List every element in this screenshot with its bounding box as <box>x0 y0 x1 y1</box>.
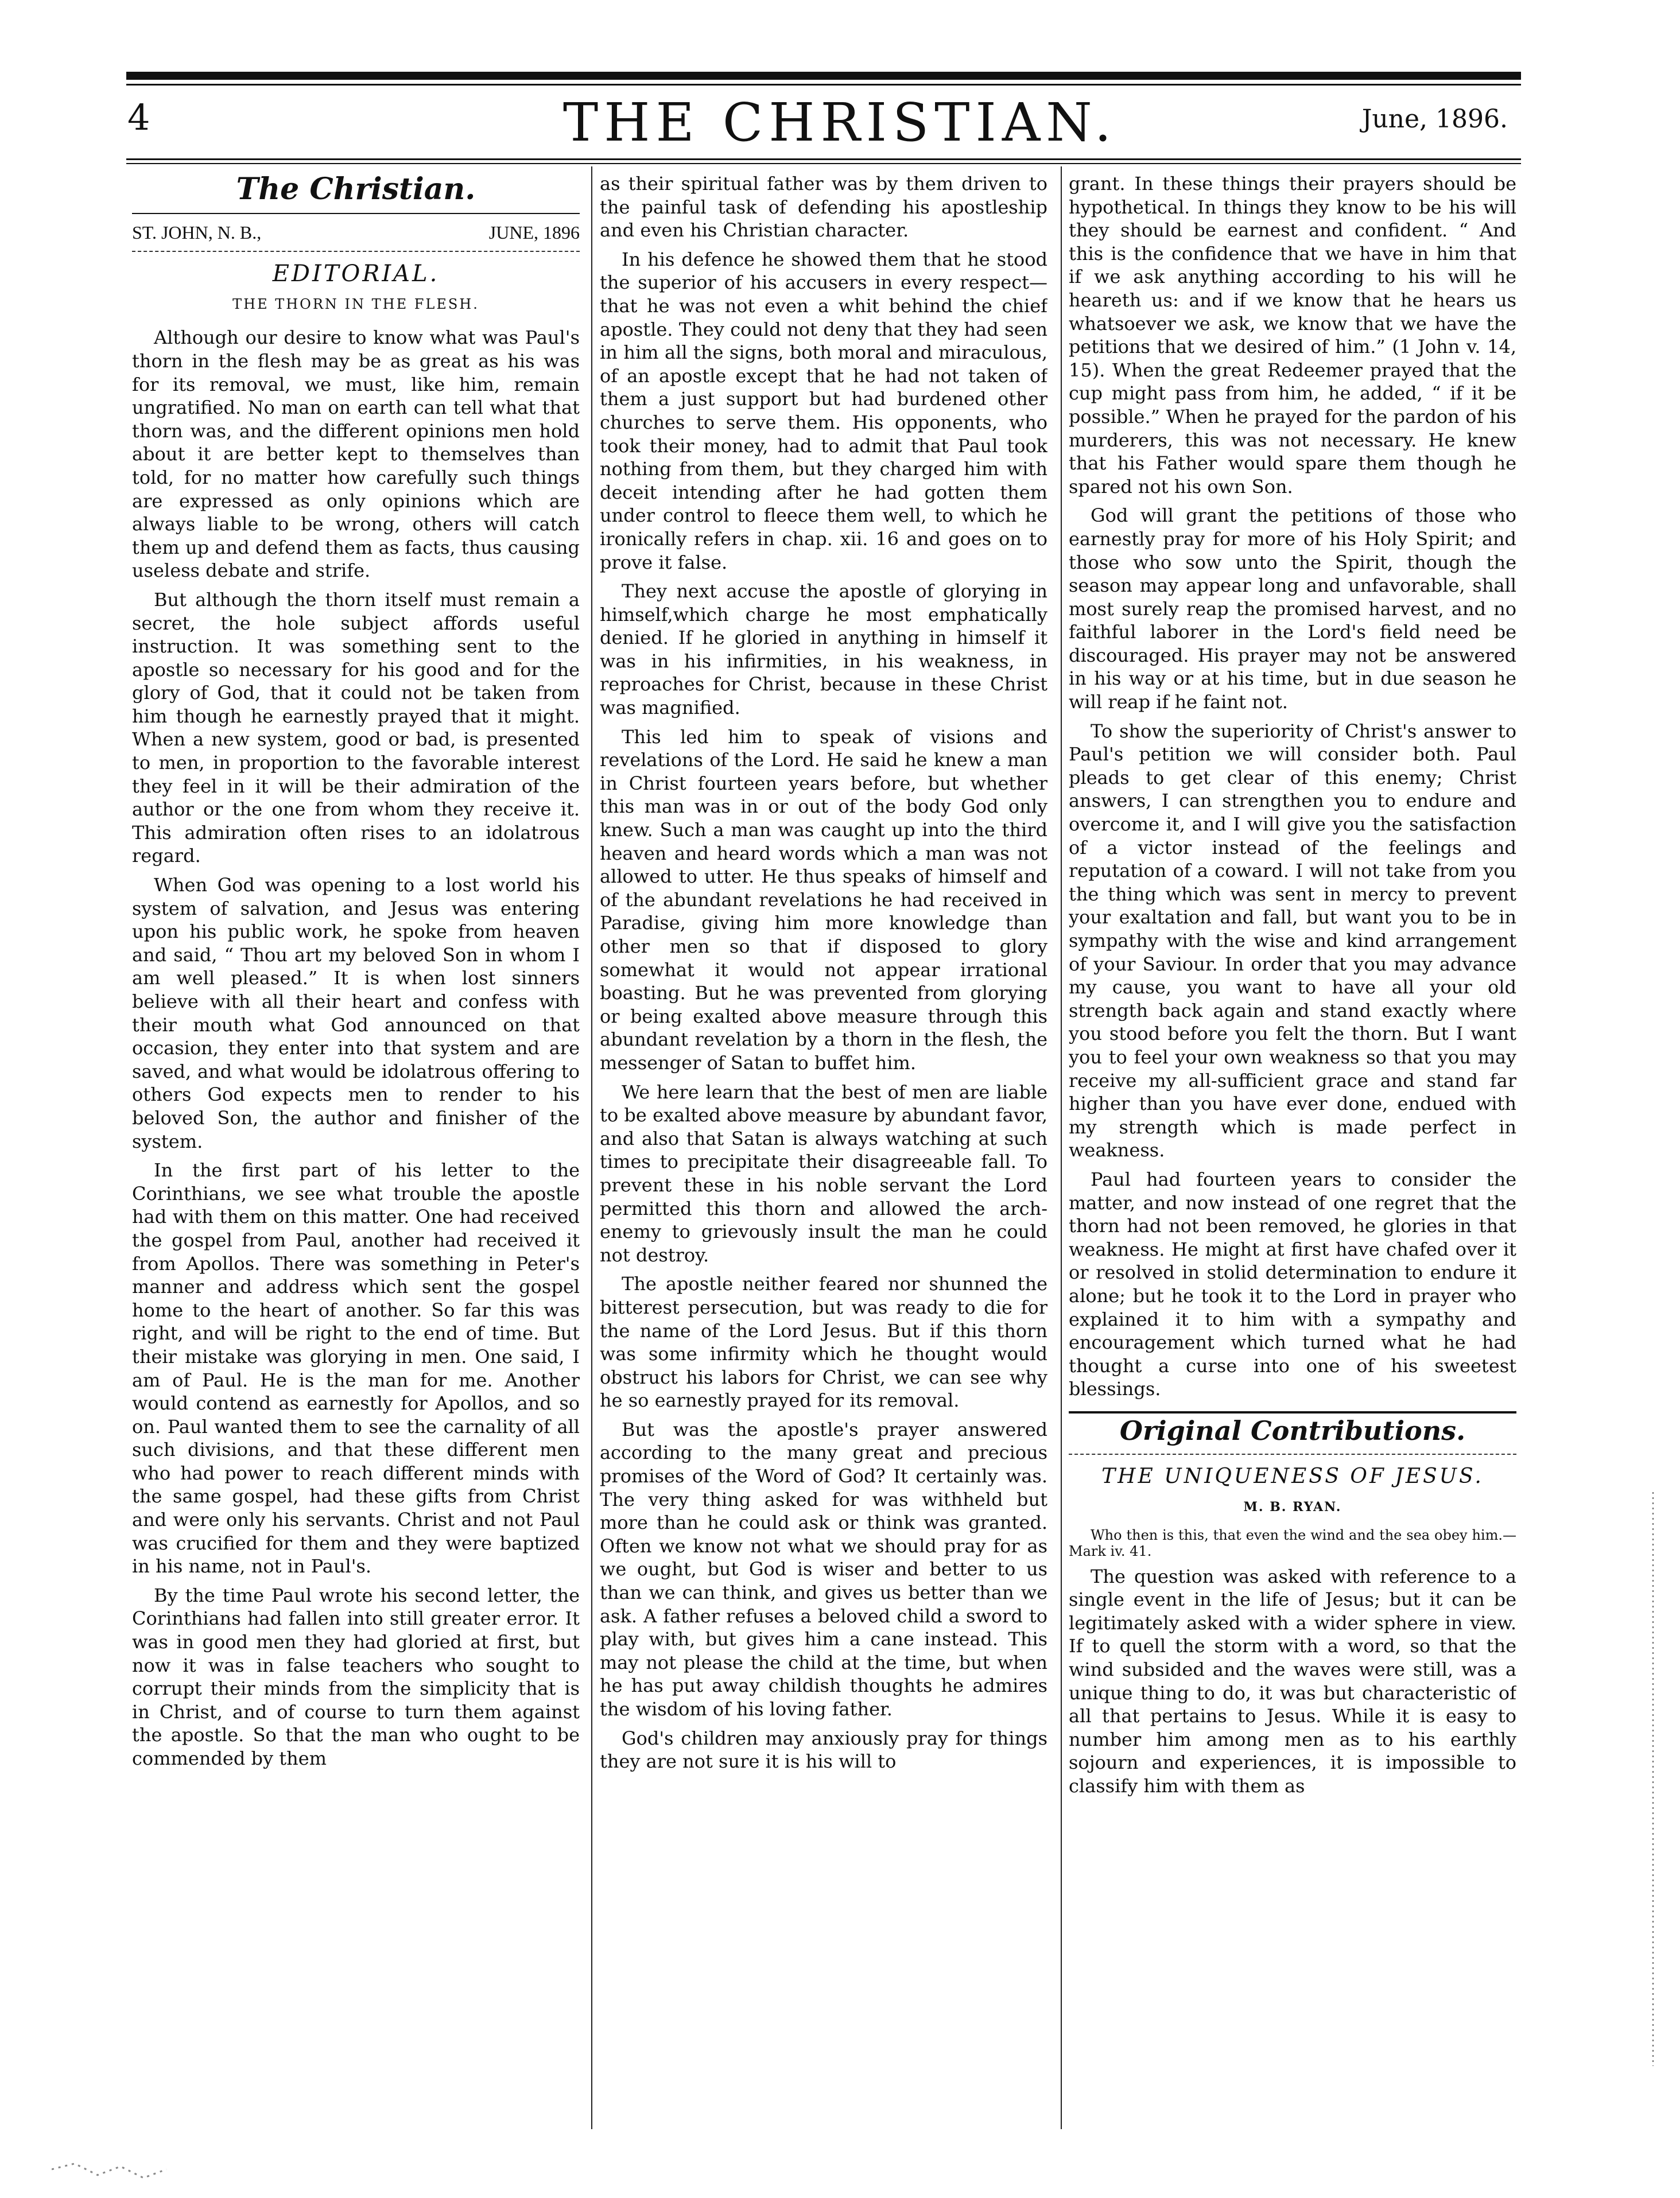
paragraph: In his defence he showed them that he stood the superior of his accusers in every respect—that he was not even a whit behind the chief apostle. They could not deny that they had seen in him all the signs, both moral and miraculous, of an apostle except that he had not taken of them a just support but had burdened other churches to serve them. His opponents, who took their money, had to admit that Paul took nothing from them, but they charged him with deceit intending after he had gotten them under control to fleece them well, to which he ironically refers in chap. xii. 16 and goes on to prove it false. <box>600 248 1047 573</box>
dateline <box>132 221 580 244</box>
section-heading: Original Contributions. <box>1119 1415 1466 1446</box>
dateline-date: JUNE, 1896 <box>488 222 580 243</box>
scan-specks <box>52 2146 258 2187</box>
paragraph: To show the superiority of Christ's answer to Paul's petition we will consider both. Paul pleads to get clear of this enemy; Christ answers, I can strengthen you to endure and overcome it, and I will give you the satisfaction of a victor instead of the feelings and reputation of a coward. I will not take from you the thing which was sent in mercy to prevent your exaltation and fall, but want you to be in sympathy with the wise and kind arrangement of your Saviour. In order that you may advance my cause, you want to have all your old strength back again and stand exactly where you stood before you felt the thorn. But I want you to feel your own weakness so that you may receive my all-sufficient grace and stand far higher than you have ever done, endued with my strength which is made perfect in weakness. <box>1069 720 1516 1162</box>
paragraph: But was the apostle's prayer answered according to the many great and precious promises of the Word of God? It certainly was. The very thing asked for was withheld but more than he could ask or think was granted. Often we know not what we should pray for as we ought, but God is wiser and better to us than we can think, and gives us better than we ask. A father refuses a beloved child a sword to play with, but gives him a cane instead. This may not please the child at the time, but when he has put away childish thoughts he admires the wisdom of his loving father. <box>600 1418 1047 1720</box>
paragraph: They next accuse the apostle of glorying in himself,which charge he most emphatically denied. If he gloried in anything in himself it was in his infirmities, in his weakness, in reproaches for Christ, because in these Christ was magnified. <box>600 580 1047 719</box>
paragraph: In the first part of his letter to the Corinthians, we see what trouble the apostle had with them on this matter. One had received the gospel from Paul, another had received it from Apollos. There was something in Peter's manner and address which sent the gospel home to the heart of another. So far this was right, and will be right to the end of time. But their mistake was glorying in men. One said, I am of Paul. He is the man for me. Another would contend as earnestly for Apollos, and so on. Paul wanted them to see the carnality of all such divisions, and that these different men who had power to reach different minds with the same gospel, had these gifts from Christ and were only his servants. Christ and not Paul was crucified for them and they were baptized in his name, not in Paul's. <box>132 1159 580 1578</box>
scan-edge-marks <box>1642 1492 1665 2066</box>
rule <box>1069 1411 1516 1413</box>
column-divider-1 <box>591 166 592 2129</box>
paragraph: grant. In these things their prayers should be hypothetical. In things they know to be his will they should be earnest and confident. “ And this is the confidence that we have in him that if we ask anything according to his will he heareth us: and if we know that he hears us whatsoever we ask, we know that we have the petitions that we desired of him.” (1 John v. 14, 15). When the great Redeemer prayed that the cup might pass from him, he added, “ if it be possible.” When he prayed for the pardon of his murderers, this was not necessary. He knew that his Father would spare them though he spared not his own Son. <box>1069 173 1516 498</box>
top-rule-thin <box>126 84 1521 86</box>
paragraph: God will grant the petitions of those who earnestly pray for more of his Holy Spirit; and those who sow unto the Spirit, though the season may appear long and unfavorable, shall most surely reap the promised harvest, and no faithful laborer in the Lord's field need be discouraged. His prayer may not be answered in his way or at his time, but in due season he will reap if he faint not. <box>1069 504 1516 713</box>
byline: M. B. RYAN. <box>1243 1500 1342 1515</box>
rule <box>132 251 580 252</box>
paragraph: This led him to speak of visions and revelations of the Lord. He said he knew a man in Christ fourteen years before, but whether this man was in or out of the body God only knew. Such a man was caught up into the third heaven and heard words which a man was not allowed to utter. He thus speaks of himself and of the abundant revelations he had received in Paradise, giving him more knowledge than other men so that if disposed to glory somewhat it would not appear irrational boasting. But he was prevented from glorying or being exalted above measure through this abundant revelation by a thorn in the flesh, the messenger of Satan to buffet him. <box>600 725 1047 1074</box>
article-title: THE THORN IN THE FLESH. <box>232 296 479 312</box>
column-divider-2 <box>1061 166 1062 2129</box>
epigraph: Who then is this, that even the wind and the sea obey him.—Mark iv. 41. <box>1069 1527 1516 1559</box>
paragraph: But although the thorn itself must remain a secret, the hole subject affords useful instruction. It was something sent to the apostle so necessary for his good and for the glory of God, that it could not be taken from him though he earnestly prayed that it might. When a new system, good or bad, is presented to men, in proportion to the favorable interest they feel in it will be their admiration of the author or the one from whom they receive it. This admiration often rises to an idolatrous regard. <box>132 588 580 867</box>
article-title: THE UNIQUENESS OF JESUS. <box>1101 1465 1484 1489</box>
top-rule-thick <box>126 72 1521 80</box>
paragraph: God's children may anxiously pray for things they are not sure it is his will to <box>600 1727 1047 1773</box>
column-1 <box>132 172 580 2123</box>
column-3 <box>1069 172 1516 2123</box>
paragraph: The apostle neither feared nor shunned the bitterest persecution, but was ready to die for the name of the Lord Jesus. But if this thorn was some infirmity which he thought would obstruct his labors for Christ, we can see why he so earnestly prayed for its removal. <box>600 1273 1047 1412</box>
rule <box>132 213 580 214</box>
dateline-place: ST. JOHN, N. B., <box>132 222 262 243</box>
section-heading: EDITORIAL. <box>272 261 440 288</box>
paragraph: We here learn that the best of men are liable to be exalted above measure by abundant favor, and also that Satan is always watching at such times to precipitate their disagreeable fall. To prevent these in his noble servant the Lord permitted this thorn and allowed the arch-enemy to grievously insult the man he could not destroy. <box>600 1081 1047 1266</box>
paragraph: When God was opening to a lost world his system of salvation, and Jesus was entering upon his public work, he spoke from heaven and said, “ Thou art my beloved Son in whom I am well pleased.” It is when lost sinners believe with all their heart and confess with their mouth what God announced on that occasion, they enter into that system and are saved, and what would be idolatrous offering to others God expects men to render to his beloved Son, the author and finisher of the system. <box>132 874 580 1152</box>
header-rule-2 <box>126 163 1521 164</box>
paragraph: The question was asked with reference to a single event in the life of Jesus; but it can be legitimately asked with a wider sphere in view. If to quell the storm with a word, so that the wind subsided and the waves were still, was a unique thing to do, it was but characteristic of all that pertains to Jesus. While it is easy to number him among men as to his earthly sojourn and experiences, it is impossible to classify him with them as <box>1069 1565 1516 1797</box>
paragraph: By the time Paul wrote his second letter, the Corinthians had fallen into still greater error. It was in good men they had gloried at first, but now it was in false teachers who sought to corrupt their minds from the simplicity that is in Christ, and of course to turn them against the apostle. So that the man who ought to be commended by them <box>132 1584 580 1769</box>
paragraph: as their spiritual father was by them driven to the painful task of defending his apostleship and even his Christian character. <box>600 173 1047 242</box>
masthead-title: THE CHRISTIAN. <box>562 92 1118 153</box>
paper-name: The Christian. <box>236 172 476 207</box>
column-2 <box>600 172 1047 2123</box>
paragraph: Although our desire to know what was Paul's thorn in the flesh may be as great as his was for its removal, we must, like him, remain ungratified. No man on earth can tell what that thorn was, and the different opinions men hold about it are better kept to themselves than told, for no matter how carefully such things are expressed as only opinions which are always liable to be wrong, others will catch them up and defend them as facts, thus causing useless debate and strife. <box>132 327 580 582</box>
page-number: 4 <box>127 96 150 138</box>
header-rule <box>126 158 1521 160</box>
paragraph: Paul had fourteen years to consider the matter, and now instead of one regret that the thorn had not been removed, he glories in that weakness. He might at first have chafed over it or resolved in stolid determination to endure it alone; but he took it to the Lord in prayer who explained it to him with a sympathy and encouragement which turned what he had thought a curse into one of his sweetest blessings. <box>1069 1168 1516 1400</box>
issue-date: June, 1896. <box>1361 104 1508 134</box>
rule <box>1069 1454 1516 1455</box>
